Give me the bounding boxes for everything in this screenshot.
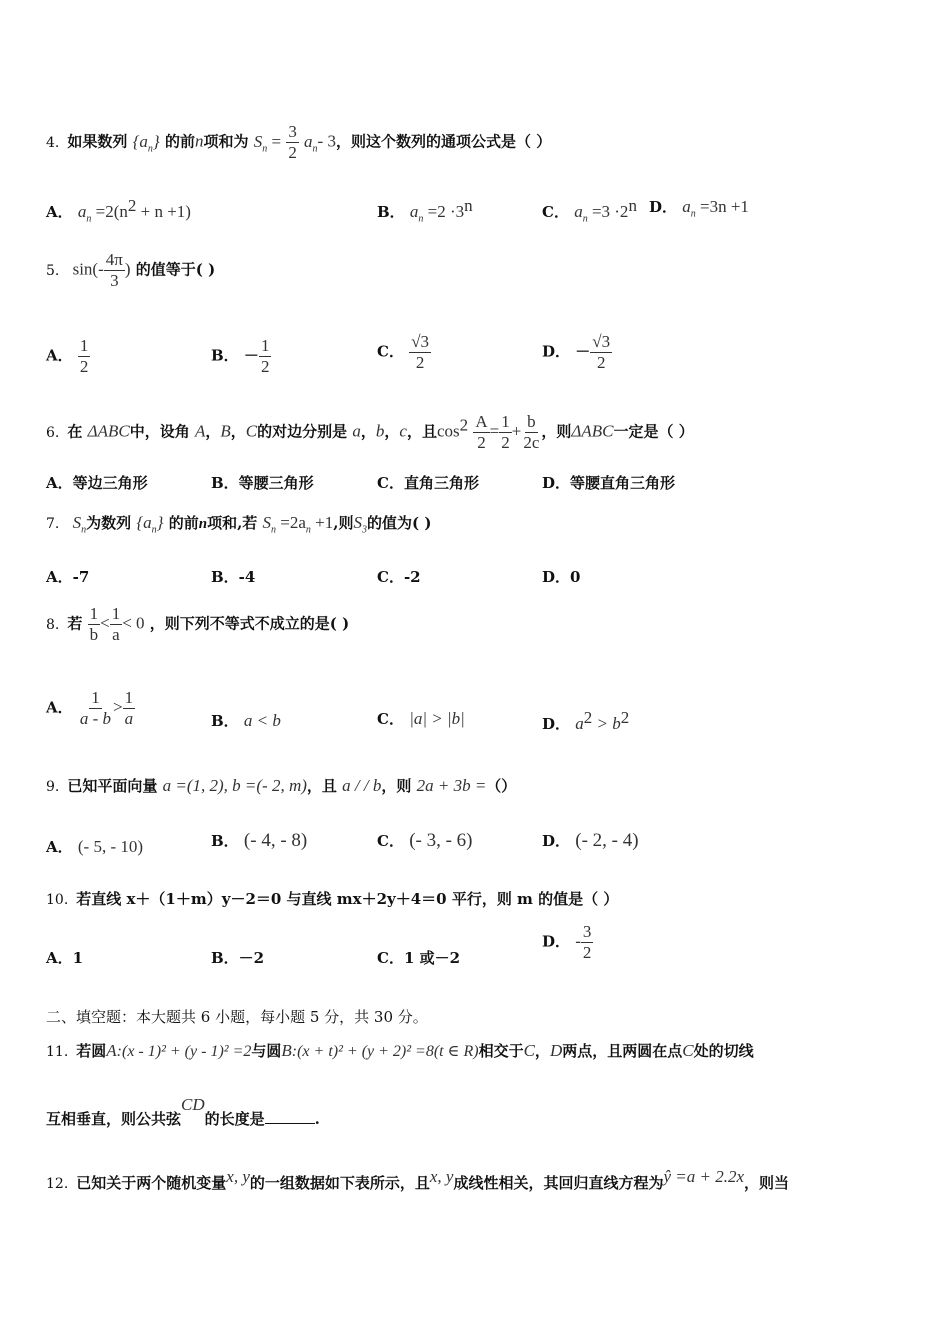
q7-stem: 7. $S_n$为数列 $\{a_n\}$ 的前n项和,若 $S_n =2a_n +1$,则$S_3$的值为( ) (46, 513, 432, 536)
q10-stem: 10. 若直线 x＋（1＋m）y－2＝0 与直线 mx＋2y＋4＝0 平行，则 m 的值是（ ） (46, 890, 619, 908)
q9-option-d[interactable]: D． (- 2, - 4) (542, 830, 639, 851)
q4-option-d[interactable]: D． $a_n =3n +1$ (649, 197, 749, 220)
q5-option-c[interactable]: C． $\frac{√3}{2}$ (377, 332, 430, 372)
q8-option-d[interactable]: D． $a^2 > b^2$ (542, 708, 630, 733)
answer-blank[interactable] (265, 1123, 315, 1124)
math-seq: $\{a_n\}$ (132, 131, 160, 154)
q6-option-d[interactable]: D．等腰直角三角形 (542, 474, 676, 492)
q6-stem: 6. 在 ΔABC中，设角 A，B，C的对边分别是 a，b，c，且$\cos^2$ $\frac{A}{2}$ = $\frac{1}{2}$ + $\frac{b}{2c}$ ，则ΔABC一定是（ ） (46, 412, 694, 452)
q8-stem: 8. 若 $\frac{1}{b}$ < $\frac{1}{a}$ < 0 ，则下列不等式不成立的是( ) (46, 604, 350, 644)
q10-option-a[interactable]: A．1 (46, 949, 84, 967)
q10-option-d[interactable]: D． - $\frac{3}{2}$ (542, 922, 592, 962)
q6-option-c[interactable]: C．直角三角形 (377, 474, 479, 492)
q10-option-c[interactable]: C．1 或－2 (377, 949, 461, 967)
q5-option-d[interactable]: D． － $\frac{√3}{2}$ (542, 332, 611, 372)
q7-option-c[interactable]: C．-2 (377, 568, 421, 586)
q5-stem: 5. sin(- $\frac{4\pi}{3}$ ) 的值等于( ) (46, 250, 216, 290)
q8-option-c[interactable]: C． |a| > |b| (377, 709, 465, 728)
section-heading: 二、填空题：本大题共 6 小题，每小题 5 分，共 30 分。 (46, 1008, 428, 1026)
q7-option-d[interactable]: D．0 (542, 568, 581, 586)
q7-option-b[interactable]: B．-4 (211, 568, 256, 586)
q12-stem: 12. 已知关于两个随机变量x, y的一组数据如下表所示，且x, y成线性相关，其回归直线方程为ŷ =a + 2.2x，则当 (46, 1167, 790, 1192)
q5-option-a[interactable]: A． $\frac{1}{2}$ (46, 336, 89, 376)
q6-option-b[interactable]: B．等腰三角形 (211, 474, 314, 492)
q9-option-b[interactable]: B． (- 4, - 8) (211, 830, 308, 851)
q4-option-b[interactable]: B． $a_n =2 \cdot 3^n$ (377, 196, 473, 225)
question-number: 4. (46, 134, 60, 151)
q10-option-b[interactable]: B．－2 (211, 949, 265, 967)
q4-stem: 4. 如果数列 $\{a_n\}$ 的前n项和为 $S_n$ = $\frac{3}{2}$ $a_n-$ 3，则这个数列的通项公式是（ ） (46, 122, 552, 162)
q4-option-c[interactable]: C． $a_n =3 \cdot 2^n$ (542, 196, 637, 225)
math-sum: $S_n$ = (253, 131, 282, 154)
q8-option-b[interactable]: B． a < b (211, 711, 281, 730)
q8-option-a[interactable]: A． $\frac{1}{a - b}$ > $\frac{1}{a}$ (46, 688, 134, 728)
fraction: $\frac{4\pi}{3}$ (105, 250, 123, 290)
q9-option-c[interactable]: C． (- 3, - 6) (377, 830, 473, 851)
q6-option-a[interactable]: A．等边三角形 (46, 474, 148, 492)
q9-stem: 9. 已知平面向量 a =(1, 2), b =(- 2, m)，且 a / / b，则 2a + 3b =（） (46, 776, 517, 795)
q9-option-a[interactable]: A． (- 5, - 10) (46, 837, 144, 856)
q5-option-b[interactable]: B． － $\frac{1}{2}$ (211, 336, 270, 376)
q7-option-a[interactable]: A．-7 (46, 568, 90, 586)
q11-stem: 11. 若圆A:(x - 1)² + (y - 1)² =2与圆B:(x + t)² + (y + 2)² =8(t ∈ R)相交于C，D两点，且两圆在点C处的切线 (46, 1041, 754, 1060)
q4-option-a[interactable]: A． $a_n =2(n^2 + n +1)$ (46, 196, 191, 225)
q11-stem-line2: 互相垂直，则公共弦CD的长度是 . (46, 1095, 320, 1128)
fraction: $\frac{3}{2}$ (288, 122, 297, 162)
